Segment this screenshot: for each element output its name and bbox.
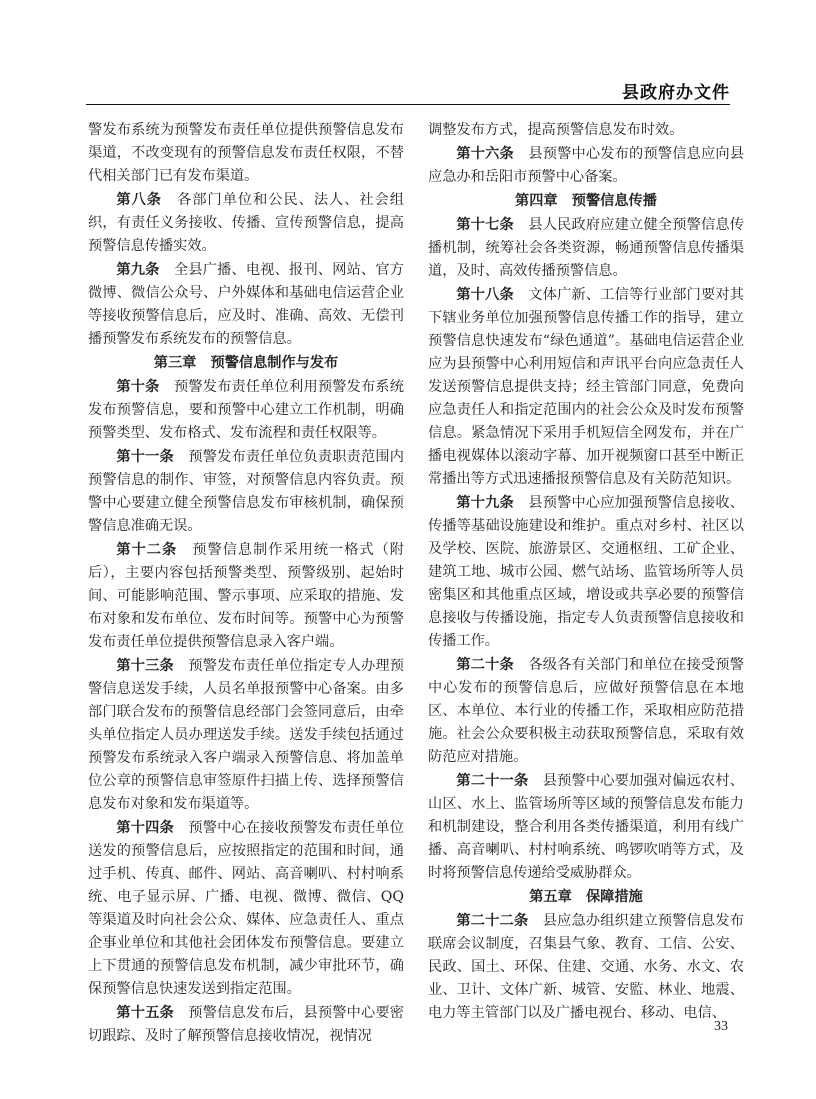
article-paragraph xyxy=(88,189,404,258)
chapter-heading: 第四章 预警信息传播 xyxy=(515,193,657,209)
article-label: 第十七条 xyxy=(456,217,514,233)
article-label: 第十二条 xyxy=(116,542,178,558)
article-label: 第十九条 xyxy=(456,495,514,511)
article-label: 第八条 xyxy=(116,192,162,208)
article-text: 各级各有关部门和单位在接受预警中心发布的预警信息后，应做好预警信息在本地区、本单位、本行业的传播工作，采取相应防范措施。社会公众要积极主动获取预警信息，采取有效防范应对措施。 xyxy=(428,657,744,765)
article-label: 第二十二条 xyxy=(456,913,529,929)
article-paragraph xyxy=(428,284,744,491)
article-label: 第九条 xyxy=(116,262,160,278)
article-paragraph xyxy=(428,143,744,189)
article-label: 第十五条 xyxy=(116,1005,174,1021)
article-label: 第十八条 xyxy=(456,287,514,303)
article-text: 县应急办组织建立预警信息发布联席会议制度，召集县气象、教育、工信、公安、民政、国土、环保、住建、交通、水务、水文、农业、卫计、文体广新、城管、安監、林业、地震、电力等主管部门以及广播电视台、移动、电信、 xyxy=(428,913,744,1021)
article-label: 第二十一条 xyxy=(456,773,529,789)
article-text: 调整发布方式，提高预警信息发布时效。 xyxy=(428,122,684,138)
article-text: 预警发布责任单位指定专人办理预警信息送发手续，人员名单报预警中心备案。由多部门联合发布的预警信息经部门会签同意后，由牵头单位指定人员办理送发手续。送发手续包括通过预警发布系统录入客户端录入预警信息、将加盖单位公章的预警信息审签原件扫描上传、选择预警信息发布对象和发布渠道等。 xyxy=(88,658,404,812)
article-paragraph xyxy=(88,1002,404,1048)
right-column xyxy=(428,119,744,1026)
article-text: 文体广新、工信等行业部门要对其下辖业务单位加强预警信息传播工作的指导，建立预警信息快速发布“绿色通道”。基础电信运营企业应为县预警中心利用短信和声讯平台向应急责任人发送预警信息提供支持；经主管部门同意，免费向应急责任人和指定范围内的社会公众及时发布预警信息。紧急情况下采用手机短信全网发布，并在广播电视媒体以滚动字幕、加开视频窗口甚至中断正常播出等方式迅速播报预警信息及有关防范知识。 xyxy=(428,287,744,487)
article-paragraph xyxy=(428,654,744,769)
article-paragraph xyxy=(88,539,404,654)
article-text: 县预警中心应加强预警信息接收、传播等基础设施建设和维护。重点对乡村、社区以及学校、医院、旅游景区、交通枢纽、工矿企业、建筑工地、城市公园、燃气站场、监管场所等人员密集区和其他重点区域，增设或共享必要的预警信息接收与传播设施，指定专人负责预警信息接收和传播工作。 xyxy=(428,495,744,649)
article-paragraph xyxy=(88,259,404,351)
article-text: 县预警中心发布的预警信息应向县应急办和岳阳市预警中心备案。 xyxy=(428,146,744,185)
page-number: 33 xyxy=(714,1019,728,1034)
article-label: 第十条 xyxy=(116,379,160,395)
article-paragraph xyxy=(88,119,404,188)
article-paragraph xyxy=(428,770,744,885)
article-paragraph xyxy=(428,214,744,283)
article-paragraph xyxy=(428,492,744,653)
article-paragraph xyxy=(428,119,744,142)
article-label: 第二十条 xyxy=(456,657,514,673)
article-paragraph xyxy=(88,376,404,445)
article-paragraph xyxy=(88,655,404,816)
article-text: 预警发布责任单位利用预警发布系统发布预警信息，要和预警中心建立工作机制，明确预警类型、发布格式、发布流程和责任权限等。 xyxy=(88,379,404,441)
article-label: 第十一条 xyxy=(116,449,174,465)
article-paragraph xyxy=(88,446,404,538)
left-column xyxy=(88,119,404,1049)
article-text: 县人民政府应建立健全预警信息传播机制，统筹社会各类资源，畅通预警信息传播渠道，及时、高效传播预警信息。 xyxy=(428,217,744,279)
article-paragraph xyxy=(428,910,744,1025)
article-text: 各部门单位和公民、法人、社会组织，有责任义务接收、传播、宣传预警信息，提高预警信息传播实效。 xyxy=(88,192,404,254)
chapter-heading: 第五章 保障措施 xyxy=(529,889,643,905)
article-text: 预警发布责任单位负责职责范围内预警信息的制作、审签，对预警信息内容负责。预警中心要建立健全预警信息发布审核机制，确保预警信息准确无误。 xyxy=(88,449,404,534)
article-text: 预警中心在接收预警发布责任单位送发的预警信息后，应按照指定的范围和时间，通过手机、传真、邮件、网站、高音喇叭、村村响系统、电子显示屏、广播、电视、微博、微信、QQ 等渠道及时向社会公众、媒体、应急责任人、重点企事业单位和其他社会团体发布预警信息。要建立上下贯通的预警信息发布机制，减少审批环节，确保预警信息快速发送到指定范围。 xyxy=(88,820,404,997)
article-text: 全县广播、电视、报刊、网站、官方微博、微信公众号、户外媒体和基础电信运营企业等接收预警信息后，应及时、准确、高效、无偿刊播预警发布系统发布的预警信息。 xyxy=(88,262,404,347)
header-rule xyxy=(86,104,730,105)
article-text: 预警信息制作采用统一格式（附后），主要内容包括预警类型、预警级别、起始时间、可能影响范围、警示事项、应采取的措施、发布对象和发布单位、发布时间等。预警中心为预警发布责任单位提供预警信息录入客户端。 xyxy=(88,542,404,650)
article-label: 第十六条 xyxy=(456,146,514,162)
header-title: 县政府办文件 xyxy=(622,83,730,103)
chapter-heading: 第三章 预警信息制作与发布 xyxy=(153,355,339,371)
article-text: 预警信息发布后，县预警中心要密切跟踪、及时了解预警信息接收情况，视情况 xyxy=(88,1005,404,1044)
article-text: 警发布系统为预警发布责任单位提供预警信息发布渠道，不改变现有的预警信息发布责任权限，不替代相关部门已有发布渠道。 xyxy=(88,122,404,184)
article-text: 县预警中心要加强对偏远农村、山区、水上、监管场所等区域的预警信息发布能力和机制建设，整合利用各类传播渠道，利用有线广播、高音喇叭、村村响系统、鸣锣吹哨等方式，及时将预警信息传递给受威胁群众。 xyxy=(428,773,744,881)
article-paragraph xyxy=(88,817,404,1001)
article-label: 第十三条 xyxy=(116,658,174,674)
article-label: 第十四条 xyxy=(116,820,174,836)
